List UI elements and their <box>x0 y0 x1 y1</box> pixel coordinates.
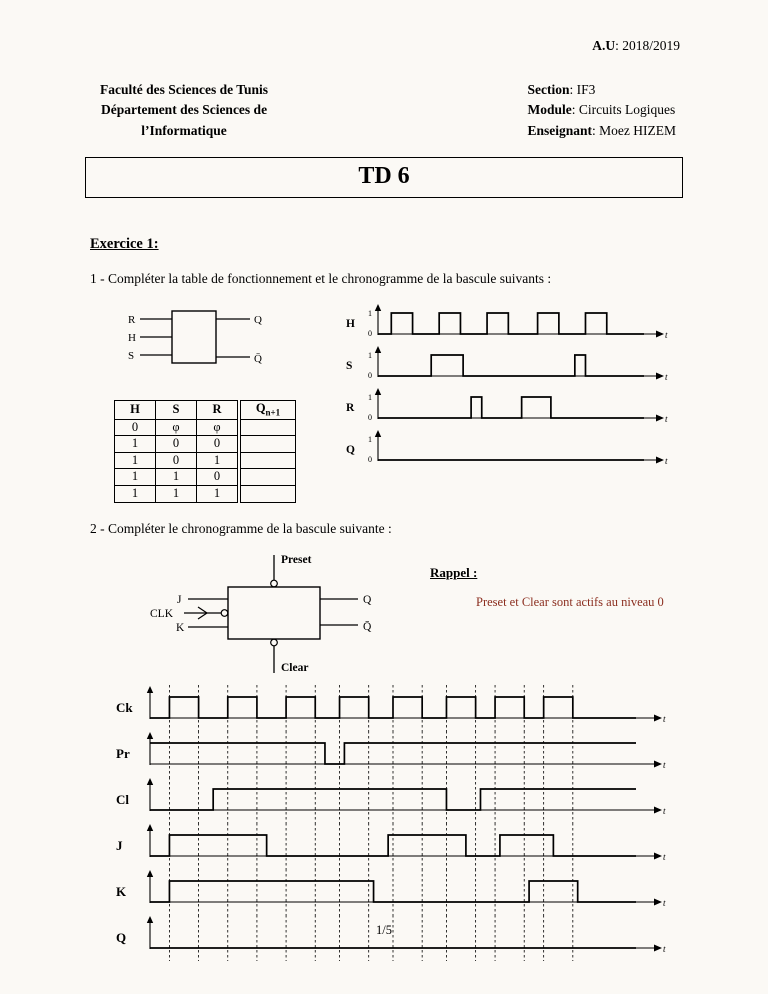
timing-row-H <box>346 303 713 345</box>
exercise2-statement: 2 - Compléter le chronogramme de la bascule suivante : <box>90 520 392 536</box>
course-section: Section: IF3 <box>527 82 596 97</box>
svg-text:0: 0 <box>368 370 372 380</box>
chronogram-row-K <box>116 869 768 915</box>
jk-output-qbar-label: Q̄ <box>363 620 372 633</box>
institution-block <box>100 80 268 141</box>
table-row: 1 0 0 <box>115 436 296 453</box>
truth-table-header-s: S <box>156 400 197 419</box>
exercise1-statement: 1 - Compléter la table de fonctionnement et le chronogramme de la bascule suivants : <box>90 270 552 286</box>
rs-flipflop-diagram <box>108 301 286 381</box>
course-module: Module: Circuits Logiques <box>527 102 676 118</box>
rs-output-q-label: Q <box>254 313 262 326</box>
waveform-K <box>144 869 670 915</box>
svg-text:t: t <box>663 851 666 862</box>
exercise1-figure <box>108 301 713 503</box>
exercise1-left-column <box>108 301 346 503</box>
table-row: 1 1 0 <box>115 469 296 486</box>
signal-label: Pr <box>116 745 130 761</box>
academic-year-value: : 2018/2019 <box>615 38 680 53</box>
signal-label: S <box>346 359 353 372</box>
svg-text:t: t <box>665 413 668 424</box>
academic-year-label: A.U <box>592 38 616 53</box>
page-number: 1/5 <box>376 923 392 937</box>
clock-bubble-icon <box>221 609 228 616</box>
timing-row-S <box>346 345 713 387</box>
signal-label: Q <box>116 929 127 945</box>
exercise1-heading: Exercice 1: <box>90 235 159 252</box>
jk-input-clk-label: CLK <box>150 607 173 620</box>
rappel-note: Preset et Clear sont actifs au niveau 0 <box>476 594 664 609</box>
svg-text:t: t <box>663 759 666 770</box>
waveform-S <box>362 345 672 387</box>
rs-input-r-label: R <box>128 313 136 326</box>
chronogram-row-Cl <box>116 777 768 823</box>
truth-table-header-qn1: $Q_{n+1}$ <box>239 400 296 419</box>
signal-label: R <box>346 401 355 414</box>
signal-label: K <box>116 883 127 899</box>
waveform-R <box>362 387 672 429</box>
waveform-H <box>362 303 672 345</box>
signal-label: Q <box>346 443 355 456</box>
svg-text:t: t <box>663 713 666 724</box>
chronogram-row-Pr <box>116 731 768 777</box>
waveform-Q <box>362 429 672 471</box>
svg-text:t: t <box>665 371 668 382</box>
signal-label: H <box>346 317 355 330</box>
svg-text:1: 1 <box>368 308 372 318</box>
jk-input-j-label: J <box>177 593 182 606</box>
rappel-title: Rappel : <box>430 564 478 580</box>
rappel-block <box>430 549 664 679</box>
course-teacher: Enseignant: Moez HIZEM <box>527 122 676 138</box>
institution-line-3: l’Informatique <box>141 122 227 138</box>
academic-year <box>0 0 768 54</box>
svg-text:1: 1 <box>368 434 372 444</box>
svg-text:t: t <box>663 897 666 908</box>
jk-output-q-label: Q <box>363 593 372 606</box>
chronogram <box>116 685 768 961</box>
svg-text:0: 0 <box>368 328 372 338</box>
chronogram-row-Ck <box>116 685 768 731</box>
timing-row-Q <box>346 429 713 471</box>
svg-text:t: t <box>663 943 666 954</box>
svg-text:0: 0 <box>368 454 372 464</box>
exercise2-figure <box>148 549 718 679</box>
timing-diagram-1 <box>346 301 713 503</box>
timing-row-R <box>346 387 713 429</box>
svg-text:0: 0 <box>368 412 372 422</box>
rs-input-s-label: S <box>128 349 135 362</box>
waveform-Cl <box>144 777 670 823</box>
svg-text:t: t <box>663 805 666 816</box>
document-header <box>100 80 676 141</box>
signal-label: Ck <box>116 699 133 715</box>
document-title: TD 6 <box>85 157 683 198</box>
jk-preset-label: Preset <box>281 553 312 566</box>
waveform-Ck <box>144 685 670 731</box>
jk-flipflop-diagram <box>148 549 392 679</box>
svg-text:1: 1 <box>368 350 372 360</box>
truth-table-header-r: R <box>197 400 240 419</box>
rs-output-qbar-label: Q̄ <box>254 352 262 365</box>
table-row: 1 0 1 <box>115 452 296 469</box>
svg-text:t: t <box>665 329 668 340</box>
truth-table-header-row <box>115 400 296 419</box>
institution-line-2: Département des Sciences de <box>100 102 268 118</box>
waveform-Pr <box>144 731 670 777</box>
waveform-J <box>144 823 670 869</box>
table-row: 1 1 1 <box>115 486 296 503</box>
institution-line-1: Faculté des Sciences de Tunis <box>100 82 269 97</box>
truth-table <box>114 400 296 503</box>
rs-input-h-label: H <box>128 331 136 344</box>
signal-label: J <box>116 837 123 853</box>
jk-input-k-label: K <box>176 621 185 634</box>
chronogram-row-J <box>116 823 768 869</box>
jk-clear-label: Clear <box>281 661 309 674</box>
truth-table-body <box>115 419 296 502</box>
svg-text:1: 1 <box>368 392 372 402</box>
svg-text:t: t <box>665 455 668 466</box>
course-info-block <box>527 80 676 141</box>
signal-label: Cl <box>116 791 129 807</box>
truth-table-header-h: H <box>115 400 156 419</box>
table-row: 0 φ φ <box>115 419 296 436</box>
